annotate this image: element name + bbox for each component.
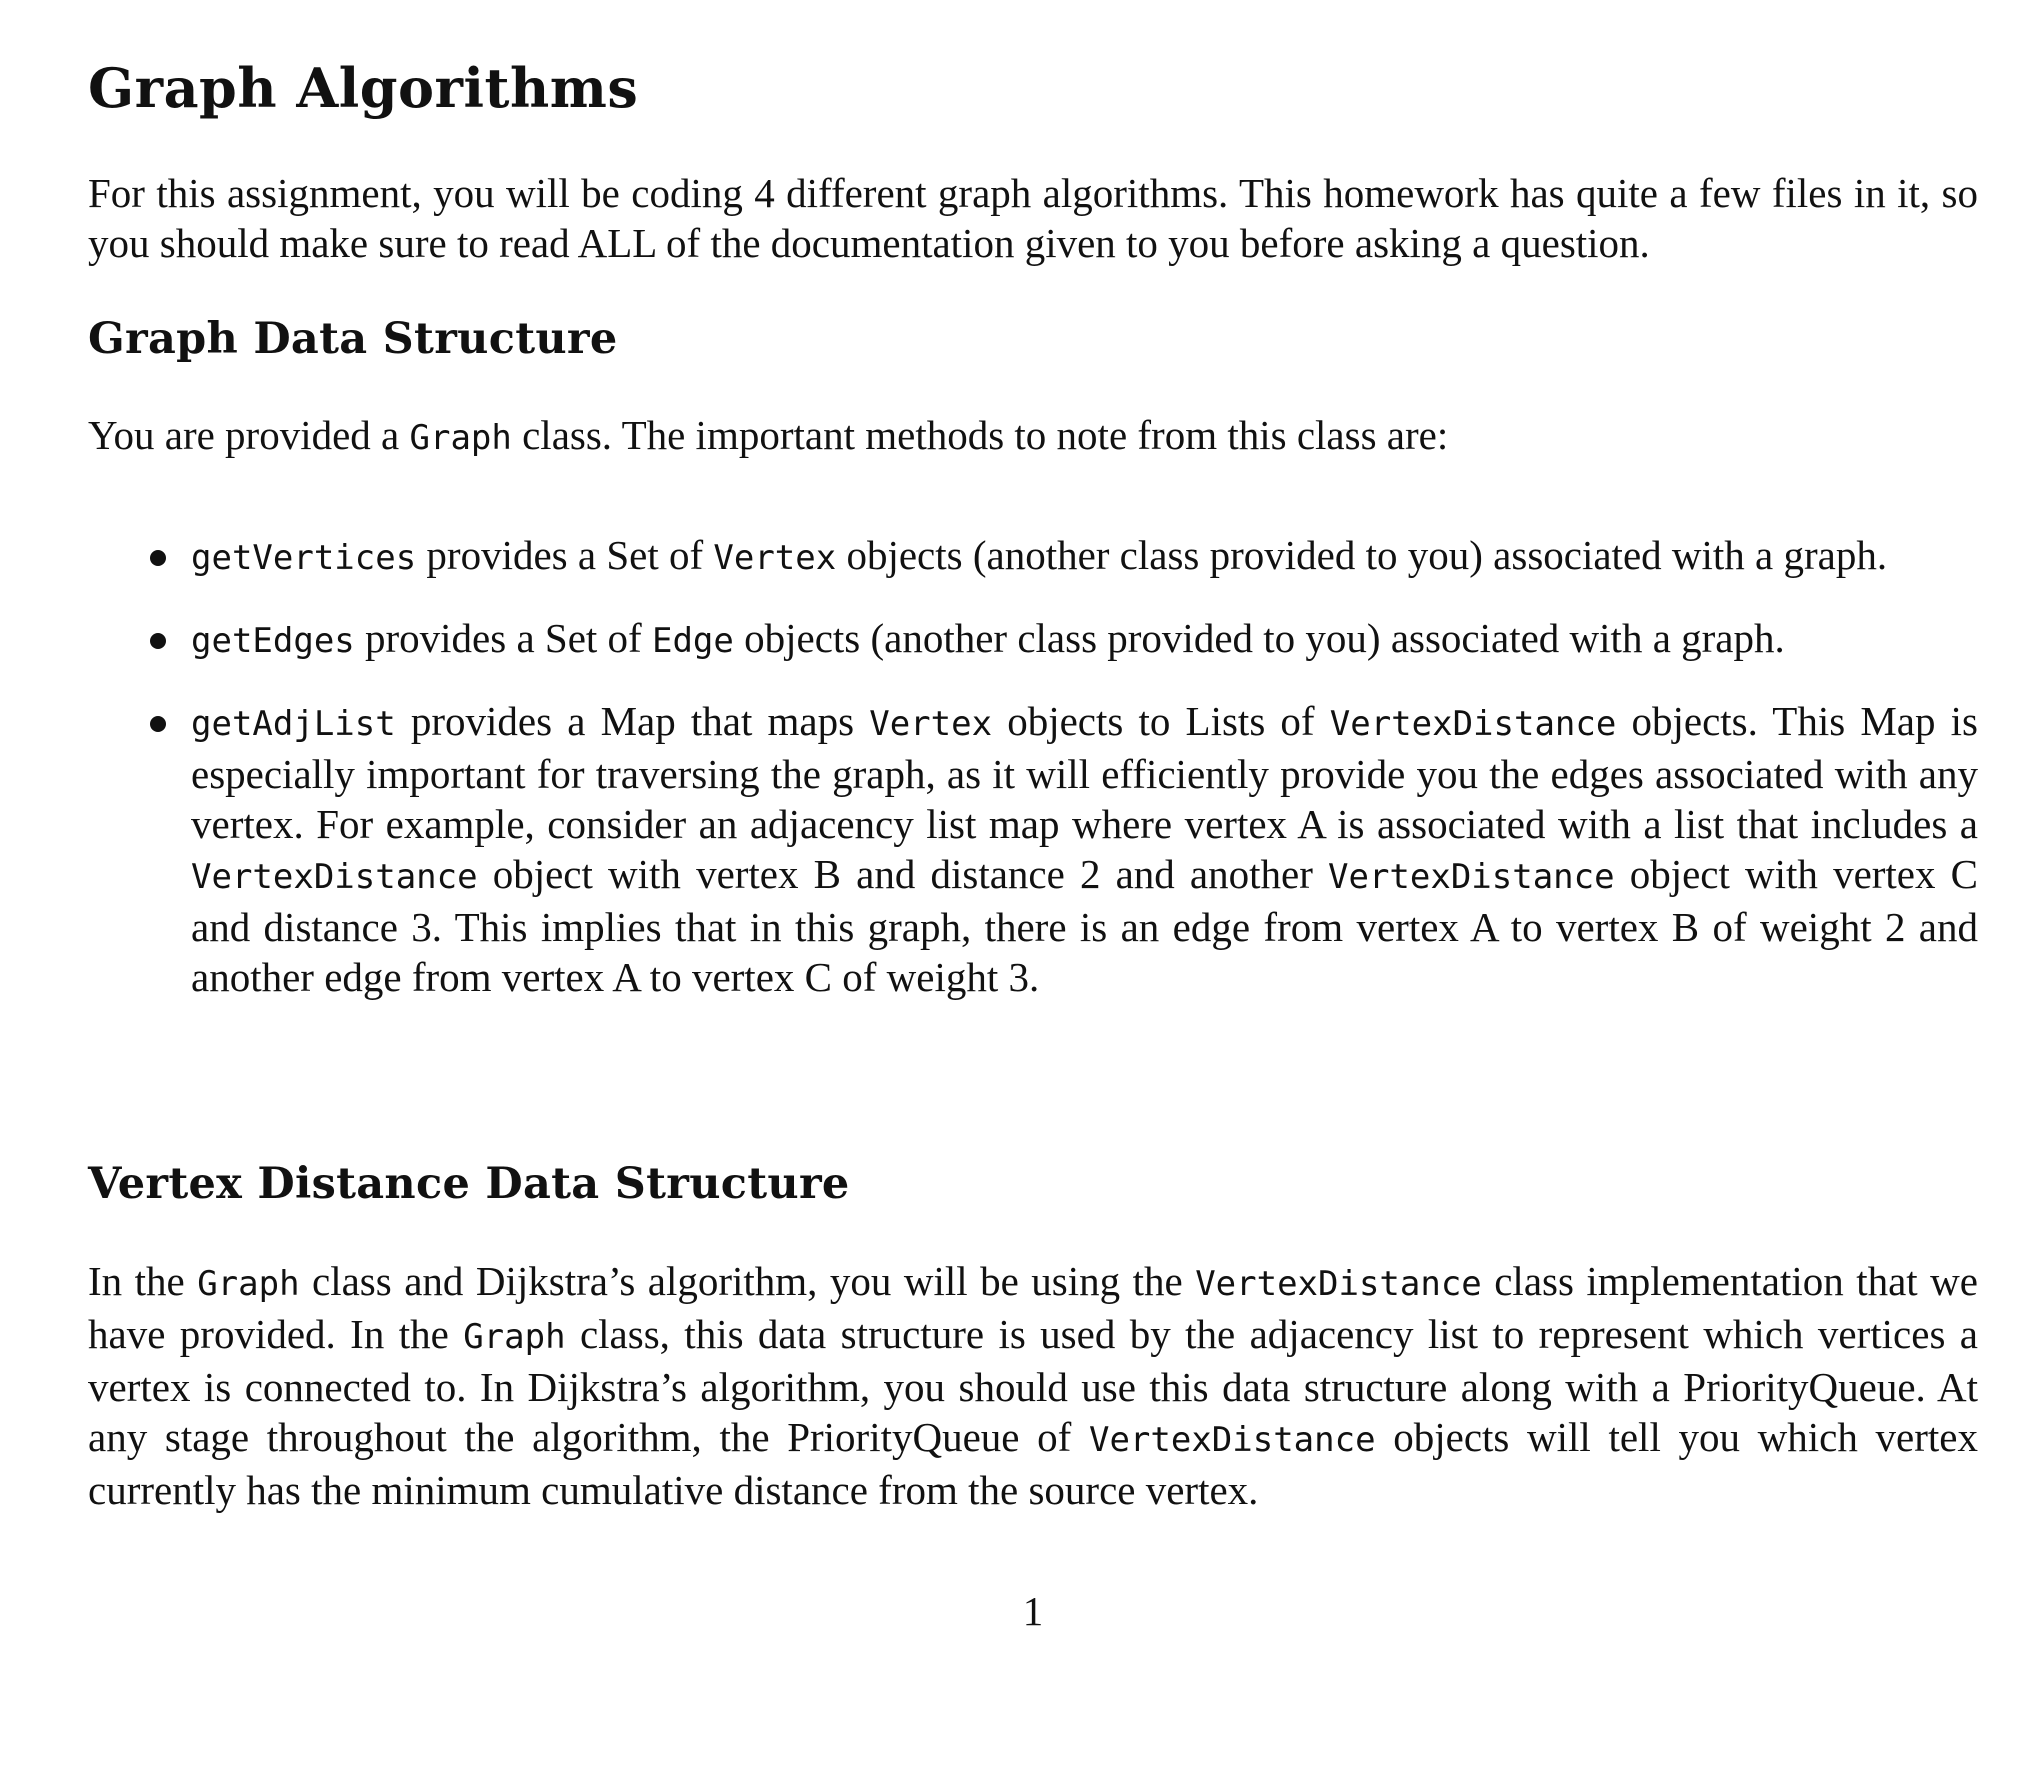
- list-item-get-vertices: [88, 530, 1978, 583]
- code-vertex-distance: VertexDistance: [1329, 704, 1617, 744]
- code-vertex-distance: VertexDistance: [1195, 1264, 1482, 1304]
- code-graph: Graph: [463, 1317, 566, 1357]
- bullet-icon: [150, 550, 166, 566]
- code-vertex-distance: VertexDistance: [191, 857, 478, 897]
- text-run: In the: [88, 1258, 198, 1304]
- text-run: objects. This Map is especially important for traversing the graph, as it will efficiently provide you the edges associated with any vertex. For example, consider an adjacency list map where vertex A is associated with a list that includes a: [191, 698, 1978, 847]
- text-run: provides a Map that maps: [395, 698, 870, 744]
- page-number: 1: [1022, 1588, 1044, 1634]
- code-get-edges: getEdges: [191, 621, 355, 661]
- graph-intro-paragraph: [88, 410, 1978, 463]
- code-vertex: Vertex: [713, 538, 837, 578]
- code-vertex-distance: VertexDistance: [1328, 857, 1615, 897]
- vertex-distance-section-heading: Vertex Distance Data Structure: [88, 1159, 850, 1209]
- methods-list: [88, 530, 1978, 1002]
- code-get-vertices: getVertices: [191, 538, 417, 578]
- intro-paragraph: For this assignment, you will be coding 4 different graph algorithms. This homework has quite a few files in it, so you should make sure to read ALL of the documentation given to you before asking a question.: [88, 170, 1978, 266]
- text-run: objects will tell you which vertex currently has the minimum cumulative distance from the source vertex.: [88, 1414, 1978, 1513]
- text-run: objects (another class provided to you) associated with a graph.: [733, 615, 1785, 661]
- graph-section-heading: Graph Data Structure: [88, 314, 618, 364]
- vertex-distance-paragraph: [88, 1256, 1978, 1515]
- text-run: class implementation that we have provided. In the: [88, 1258, 1978, 1357]
- text-run: class, this data structure is used by the adjacency list to represent which vertices a vertex is connected to. In Dijkstra’s algorithm, you should use this data structure along with a PriorityQueue. At any stage throughout the algorithm, the PriorityQueue of: [88, 1311, 1978, 1460]
- page-title: Graph Algorithms: [88, 56, 639, 120]
- text-run: objects to Lists of: [992, 698, 1330, 744]
- text-run: provides a Set of: [354, 615, 652, 661]
- code-graph: Graph: [409, 418, 512, 458]
- list-item-get-adj-list: [88, 696, 1978, 1002]
- text-run: object with vertex B and distance 2 and another: [477, 851, 1328, 897]
- text-run: class. The important methods to note from this class are:: [511, 412, 1449, 458]
- code-vertex: Vertex: [869, 704, 993, 744]
- code-vertex-distance: VertexDistance: [1088, 1420, 1376, 1460]
- code-get-adj-list: getAdjList: [191, 704, 396, 744]
- text-run: class and Dijkstra’s algorithm, you will be using the: [299, 1258, 1196, 1304]
- text-run: provides a Set of: [416, 532, 714, 578]
- document-page: [88, 0, 1978, 1791]
- code-edge: Edge: [651, 621, 734, 661]
- bullet-icon: [150, 716, 166, 732]
- bullet-icon: [150, 633, 166, 649]
- code-graph: Graph: [197, 1264, 300, 1304]
- text-run: object with vertex C and distance 3. This implies that in this graph, there is an edge from vertex A to vertex B of weight 2 and another edge from vertex A to vertex C of weight 3.: [191, 851, 1978, 1000]
- list-item-get-edges: [88, 613, 1978, 666]
- text-run: objects (another class provided to you) associated with a graph.: [836, 532, 1888, 578]
- text-run: You are provided a: [88, 412, 410, 458]
